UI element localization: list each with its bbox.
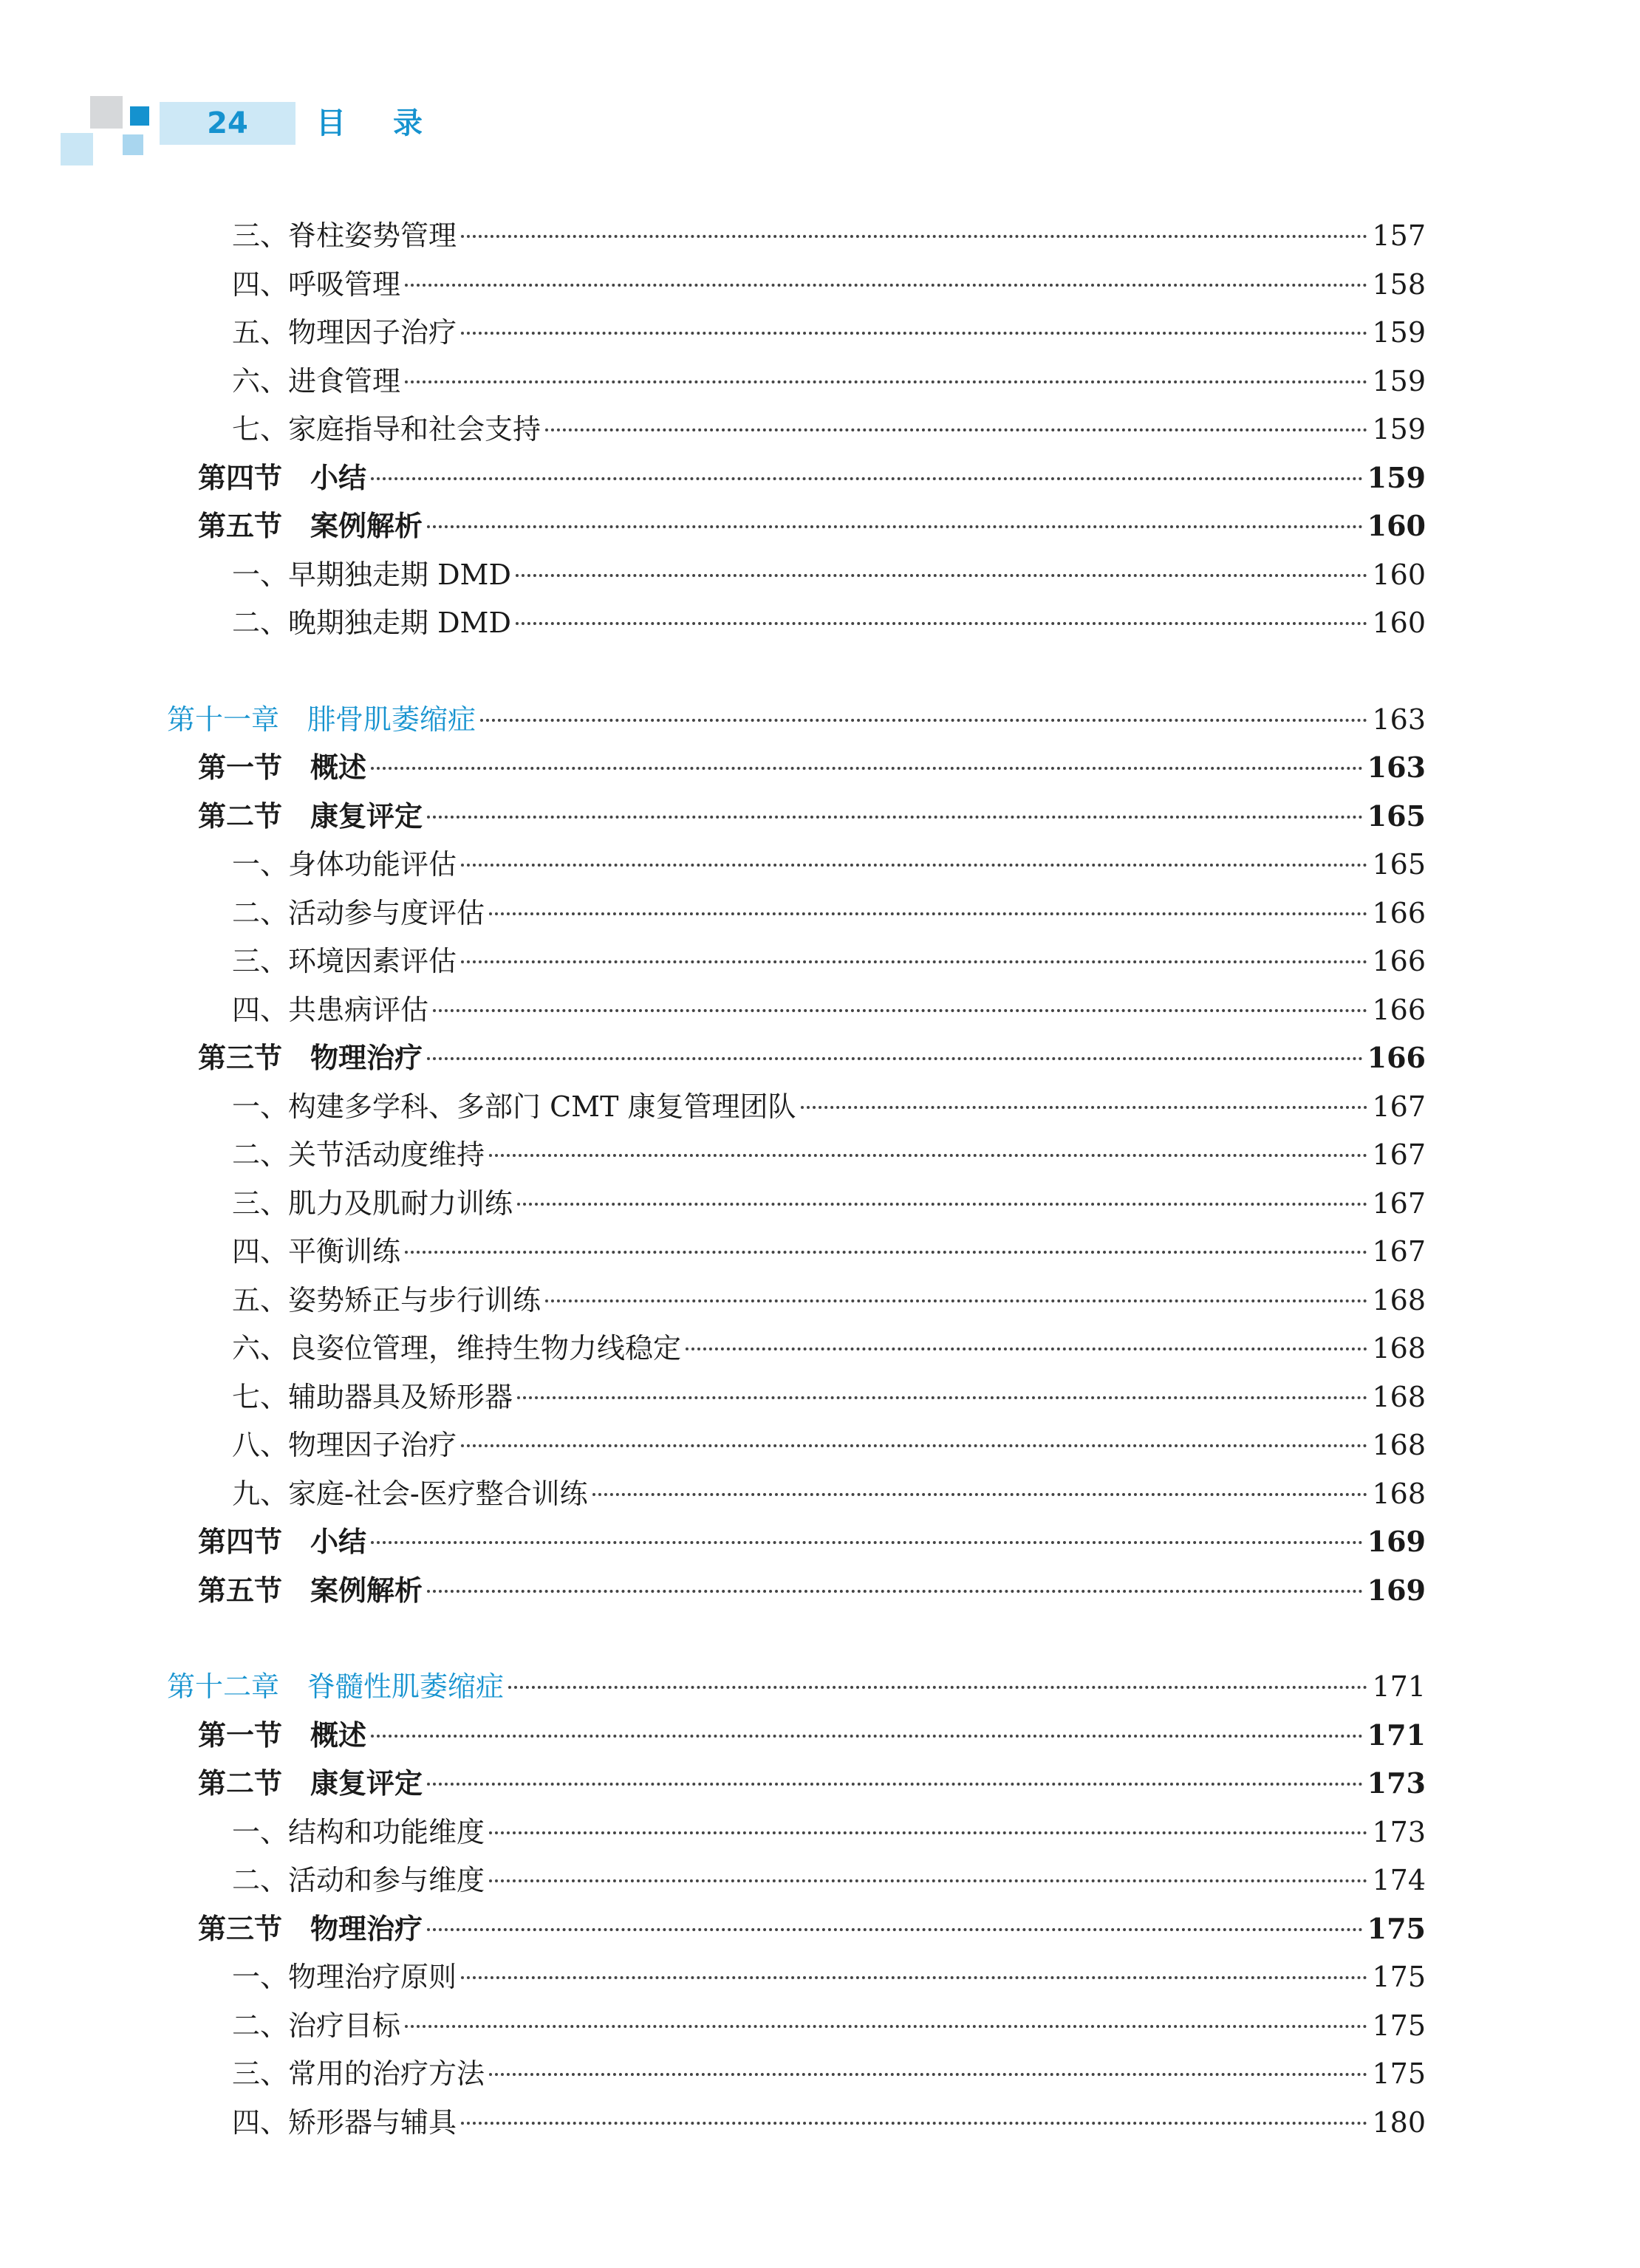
toc-item <box>232 357 1426 406</box>
toc-entry-label: 第十二章 脊髓性肌萎缩症 <box>167 1670 505 1703</box>
toc-entry-label: 一、构建多学科、多部门 CMT 康复管理团队 <box>232 1090 796 1123</box>
dot-leader <box>461 1444 1367 1447</box>
toc-entry-label: 三、常用的治疗方法 <box>232 2057 485 2090</box>
toc-entry-label: 三、环境因素评估 <box>232 945 457 977</box>
toc-item <box>232 1276 1426 1325</box>
toc-entry-page: 175 <box>1372 1961 1426 1993</box>
toc-item <box>232 937 1426 986</box>
toc-item <box>232 1130 1426 1179</box>
toc-entry-label: 第二节 康复评定 <box>198 799 423 833</box>
dot-leader <box>427 1783 1363 1786</box>
toc-item <box>232 598 1426 647</box>
toc-entry-page: 175 <box>1372 2009 1426 2042</box>
toc-item <box>232 1179 1426 1228</box>
toc-entry-label: 第一节 概述 <box>198 751 367 784</box>
toc-entry-label: 六、进食管理 <box>232 364 401 397</box>
toc-entry-page: 169 <box>1367 1573 1426 1607</box>
dot-leader <box>461 332 1367 335</box>
toc-item <box>232 2049 1426 2098</box>
dot-leader <box>480 719 1367 722</box>
toc-entry-page: 159 <box>1372 413 1426 445</box>
toc-section <box>198 1759 1426 1808</box>
toc-entry-label: 四、平衡训练 <box>232 1235 401 1268</box>
dot-leader <box>427 525 1363 528</box>
toc-entry-label: 五、物理因子治疗 <box>232 316 457 349</box>
toc-entry-label: 二、晚期独走期 DMD <box>232 607 511 639</box>
dot-leader <box>545 428 1367 431</box>
toc-item <box>232 1856 1426 1905</box>
dot-leader <box>489 1879 1367 1882</box>
dot-leader <box>517 1396 1367 1399</box>
dot-leader <box>489 1831 1367 1834</box>
toc-item <box>232 550 1426 599</box>
toc-entry-page: 166 <box>1372 896 1426 929</box>
dot-leader <box>405 284 1367 287</box>
toc-item <box>232 1373 1426 1421</box>
toc-chapter <box>167 695 1426 744</box>
dot-leader <box>516 622 1368 625</box>
toc-entry-page: 173 <box>1372 1815 1426 1848</box>
dot-leader <box>461 2122 1367 2125</box>
toc-item <box>232 260 1426 309</box>
toc-item <box>232 1953 1426 2001</box>
toc-item <box>232 1082 1426 1131</box>
toc-chapter <box>167 1662 1426 1711</box>
toc-section <box>198 792 1426 841</box>
toc-entry-page: 166 <box>1372 993 1426 1026</box>
toc-item <box>232 986 1426 1034</box>
dot-leader <box>427 1928 1363 1931</box>
dot-leader <box>545 1299 1367 1302</box>
header-decoration-square <box>130 106 149 126</box>
toc-entry-label: 二、活动参与度评估 <box>232 896 485 929</box>
dot-leader <box>461 235 1367 238</box>
dot-leader <box>371 477 1363 480</box>
toc-item <box>232 1227 1426 1276</box>
toc-entry-label: 第五节 案例解析 <box>198 1573 423 1607</box>
toc-item <box>232 308 1426 357</box>
dot-leader <box>461 864 1367 867</box>
dot-leader <box>433 1009 1367 1012</box>
toc-entry-label: 二、治疗目标 <box>232 2009 401 2042</box>
dot-leader <box>508 1686 1367 1689</box>
dot-leader <box>489 1154 1367 1157</box>
toc-entry-label: 第二节 康复评定 <box>198 1766 423 1800</box>
dot-leader <box>489 2073 1367 2076</box>
page-title: 目录 <box>316 106 470 140</box>
toc-item <box>232 1808 1426 1857</box>
toc-entry-page: 157 <box>1372 219 1426 252</box>
dot-leader <box>461 960 1367 963</box>
toc-entry-page: 159 <box>1372 364 1426 397</box>
toc-entry-page: 168 <box>1372 1429 1426 1461</box>
toc-entry-page: 175 <box>1367 1911 1426 1945</box>
dot-leader <box>371 767 1363 770</box>
dot-leader <box>427 1057 1363 1060</box>
toc-item <box>232 1469 1426 1518</box>
toc-entry-page: 166 <box>1372 945 1426 977</box>
toc-section <box>198 1517 1426 1566</box>
toc-entry-page: 167 <box>1372 1090 1426 1123</box>
toc-entry-label: 二、活动和参与维度 <box>232 1864 485 1896</box>
toc-section <box>198 743 1426 792</box>
toc-item <box>232 1421 1426 1469</box>
toc-entry-label: 一、早期独走期 DMD <box>232 558 511 591</box>
dot-leader <box>427 1590 1363 1593</box>
dot-leader <box>371 1541 1363 1544</box>
toc-section <box>198 1905 1426 1953</box>
toc-entry-label: 四、共患病评估 <box>232 993 429 1026</box>
toc-entry-page: 167 <box>1372 1138 1426 1171</box>
toc-entry-label: 七、辅助器具及矫形器 <box>232 1380 513 1413</box>
toc-entry-label: 三、脊柱姿势管理 <box>232 219 457 252</box>
header-decoration-square <box>123 134 143 155</box>
toc-entry-label: 九、家庭-社会-医疗整合训练 <box>232 1477 588 1510</box>
toc-entry-label: 第五节 案例解析 <box>198 509 423 542</box>
toc-entry-page: 175 <box>1372 2057 1426 2090</box>
dot-leader <box>516 574 1368 577</box>
toc-entry-page: 168 <box>1372 1283 1426 1316</box>
toc-entry-page: 163 <box>1367 751 1426 784</box>
toc-entry-page: 165 <box>1367 799 1426 833</box>
toc-entry-page: 167 <box>1372 1235 1426 1268</box>
toc-item <box>232 405 1426 454</box>
toc-entry-page: 166 <box>1367 1041 1426 1074</box>
toc-entry-label: 第三节 物理治疗 <box>198 1041 423 1074</box>
toc-entry-page: 159 <box>1372 316 1426 349</box>
dot-leader <box>592 1493 1368 1496</box>
toc-entry-label: 二、关节活动度维持 <box>232 1138 485 1171</box>
toc-entry-label: 一、结构和功能维度 <box>232 1815 485 1848</box>
toc-entry-label: 一、物理治疗原则 <box>232 1961 457 1993</box>
page-number: 24 <box>207 106 248 140</box>
toc-entry-label: 第十一章 腓骨肌萎缩症 <box>167 703 476 736</box>
toc-item <box>232 2001 1426 2050</box>
toc-entry-page: 160 <box>1372 607 1426 639</box>
header-decoration-square <box>61 133 93 165</box>
toc-entry-page: 163 <box>1372 703 1426 736</box>
dot-leader <box>461 1976 1367 1979</box>
toc-entry-page: 173 <box>1367 1766 1426 1800</box>
toc-entry-page: 158 <box>1372 267 1426 301</box>
dot-leader <box>489 912 1367 915</box>
toc-section <box>198 1711 1426 1760</box>
toc-entry-page: 168 <box>1372 1477 1426 1510</box>
toc-entry-label: 八、物理因子治疗 <box>232 1429 457 1461</box>
toc-entry-page: 168 <box>1372 1332 1426 1364</box>
toc-entry-page: 169 <box>1367 1525 1426 1558</box>
toc-section <box>198 454 1426 502</box>
dot-leader <box>686 1348 1367 1350</box>
toc-entry-label: 三、肌力及肌耐力训练 <box>232 1186 513 1220</box>
toc-entry-page: 159 <box>1367 460 1426 494</box>
toc-entry-page: 160 <box>1372 558 1426 591</box>
toc-item <box>232 211 1426 260</box>
toc-entry-label: 四、矫形器与辅具 <box>232 2105 457 2139</box>
toc-item <box>232 2098 1426 2147</box>
dot-leader <box>405 380 1367 383</box>
toc-entry-label: 第三节 物理治疗 <box>198 1911 423 1945</box>
toc-entry-page: 180 <box>1372 2105 1426 2139</box>
dot-leader <box>405 1251 1367 1254</box>
toc-entry-label: 七、家庭指导和社会支持 <box>232 413 541 445</box>
toc-entry-label: 五、姿势矫正与步行训练 <box>232 1283 541 1316</box>
dot-leader <box>405 2025 1367 2028</box>
toc-entry-page: 174 <box>1372 1864 1426 1896</box>
toc-item <box>232 840 1426 889</box>
toc-entry-label: 六、良姿位管理，维持生物力线稳定 <box>232 1332 682 1364</box>
toc-entry-label: 第四节 小结 <box>198 1525 367 1558</box>
toc-entry-page: 167 <box>1372 1186 1426 1220</box>
toc-entry-label: 第四节 小结 <box>198 460 367 494</box>
dot-leader <box>801 1106 1368 1109</box>
toc-entry-label: 第一节 概述 <box>198 1718 367 1752</box>
toc-section <box>198 1034 1426 1082</box>
toc-entry-page: 165 <box>1372 848 1426 881</box>
toc-section <box>198 1566 1426 1615</box>
toc-entry-page: 171 <box>1372 1670 1426 1703</box>
dot-leader <box>517 1203 1367 1206</box>
toc-item <box>232 1324 1426 1373</box>
toc-entry-label: 四、呼吸管理 <box>232 267 401 301</box>
header-decoration-square <box>90 96 123 129</box>
toc-entry-page: 160 <box>1367 509 1426 542</box>
toc-entry-label: 一、身体功能评估 <box>232 848 457 881</box>
toc-entry-page: 171 <box>1367 1718 1426 1752</box>
dot-leader <box>427 816 1363 819</box>
toc-entry-page: 168 <box>1372 1380 1426 1413</box>
toc-section <box>198 502 1426 550</box>
toc-item <box>232 889 1426 937</box>
dot-leader <box>371 1735 1363 1738</box>
